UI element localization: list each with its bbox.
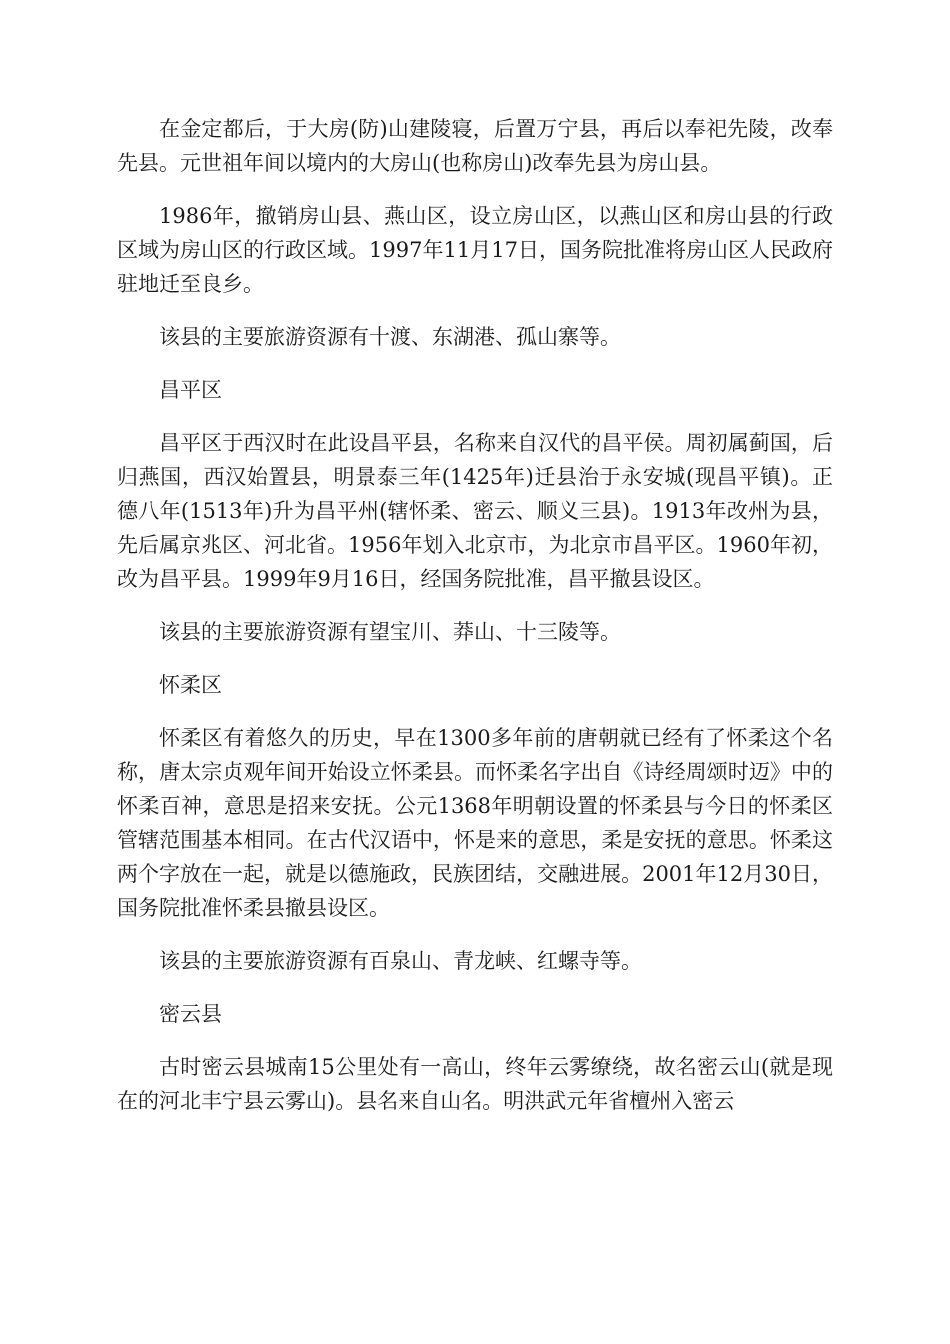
paragraph-fangshan-history: 在金定都后，于大房(防)山建陵寝，后置万宁县，再后以奉祀先陵，改奉先县。元世祖年间以境内的大房山(也称房山)改奉先县为房山县。 (117, 117, 833, 175)
paragraph-miyun-history: 古时密云县城南15公里处有一高山，终年云雾缭绕，故名密云山(就是现在的河北丰宁县云雾山)。县名来自山名。明洪武元年省檀州入密云 (117, 1055, 833, 1113)
paragraph-changping-tourism: 该县的主要旅游资源有望宝川、莽山、十三陵等。 (159, 620, 621, 644)
heading-huairou: 怀柔区 (159, 673, 222, 697)
paragraph-fangshan-district: 1986年，撤销房山县、燕山区，设立房山区，以燕山区和房山县的行政区域为房山区的行政区域。1997年11月17日，国务院批准将房山区人民政府驻地迁至良乡。 (117, 204, 833, 296)
heading-miyun: 密云县 (159, 1002, 222, 1026)
paragraph-huairou-history: 怀柔区有着悠久的历史，早在1300多年前的唐朝就已经有了怀柔这个名称，唐太宗贞观年间开始设立怀柔县。而怀柔名字出自《诗经周颂时迈》中的怀柔百神，意思是招来安抚。公元1368年明朝设置的怀柔县与今日的怀柔区管辖范围基本相同。在古代汉语中，怀是来的意思，柔是安抚的意思。怀柔这两个字放在一起，就是以德施政，民族团结，交融进展。2001年12月30日，国务院批准怀柔县撤县设区。 (117, 726, 833, 920)
paragraph-huairou-tourism: 该县的主要旅游资源有百泉山、青龙峡、红螺寺等。 (159, 949, 642, 973)
heading-changping: 昌平区 (159, 378, 222, 402)
document-page (117, 112, 833, 1137)
paragraph-fangshan-tourism: 该县的主要旅游资源有十渡、东湖港、孤山寨等。 (159, 325, 621, 349)
paragraph-changping-history: 昌平区于西汉时在此设昌平县，名称来自汉代的昌平侯。周初属蓟国，后归燕国，西汉始置县，明景泰三年(1425年)迁县治于永安城(现昌平镇)。正德八年(1513年)升为昌平州(辖怀柔、密云、顺义三县)。1913年改州为县，先后属京兆区、河北省。1956年划入北京市，为北京市昌平区。1960年初，改为昌平县。1999年9月16日，经国务院批准，昌平撤县设区。 (117, 431, 833, 591)
